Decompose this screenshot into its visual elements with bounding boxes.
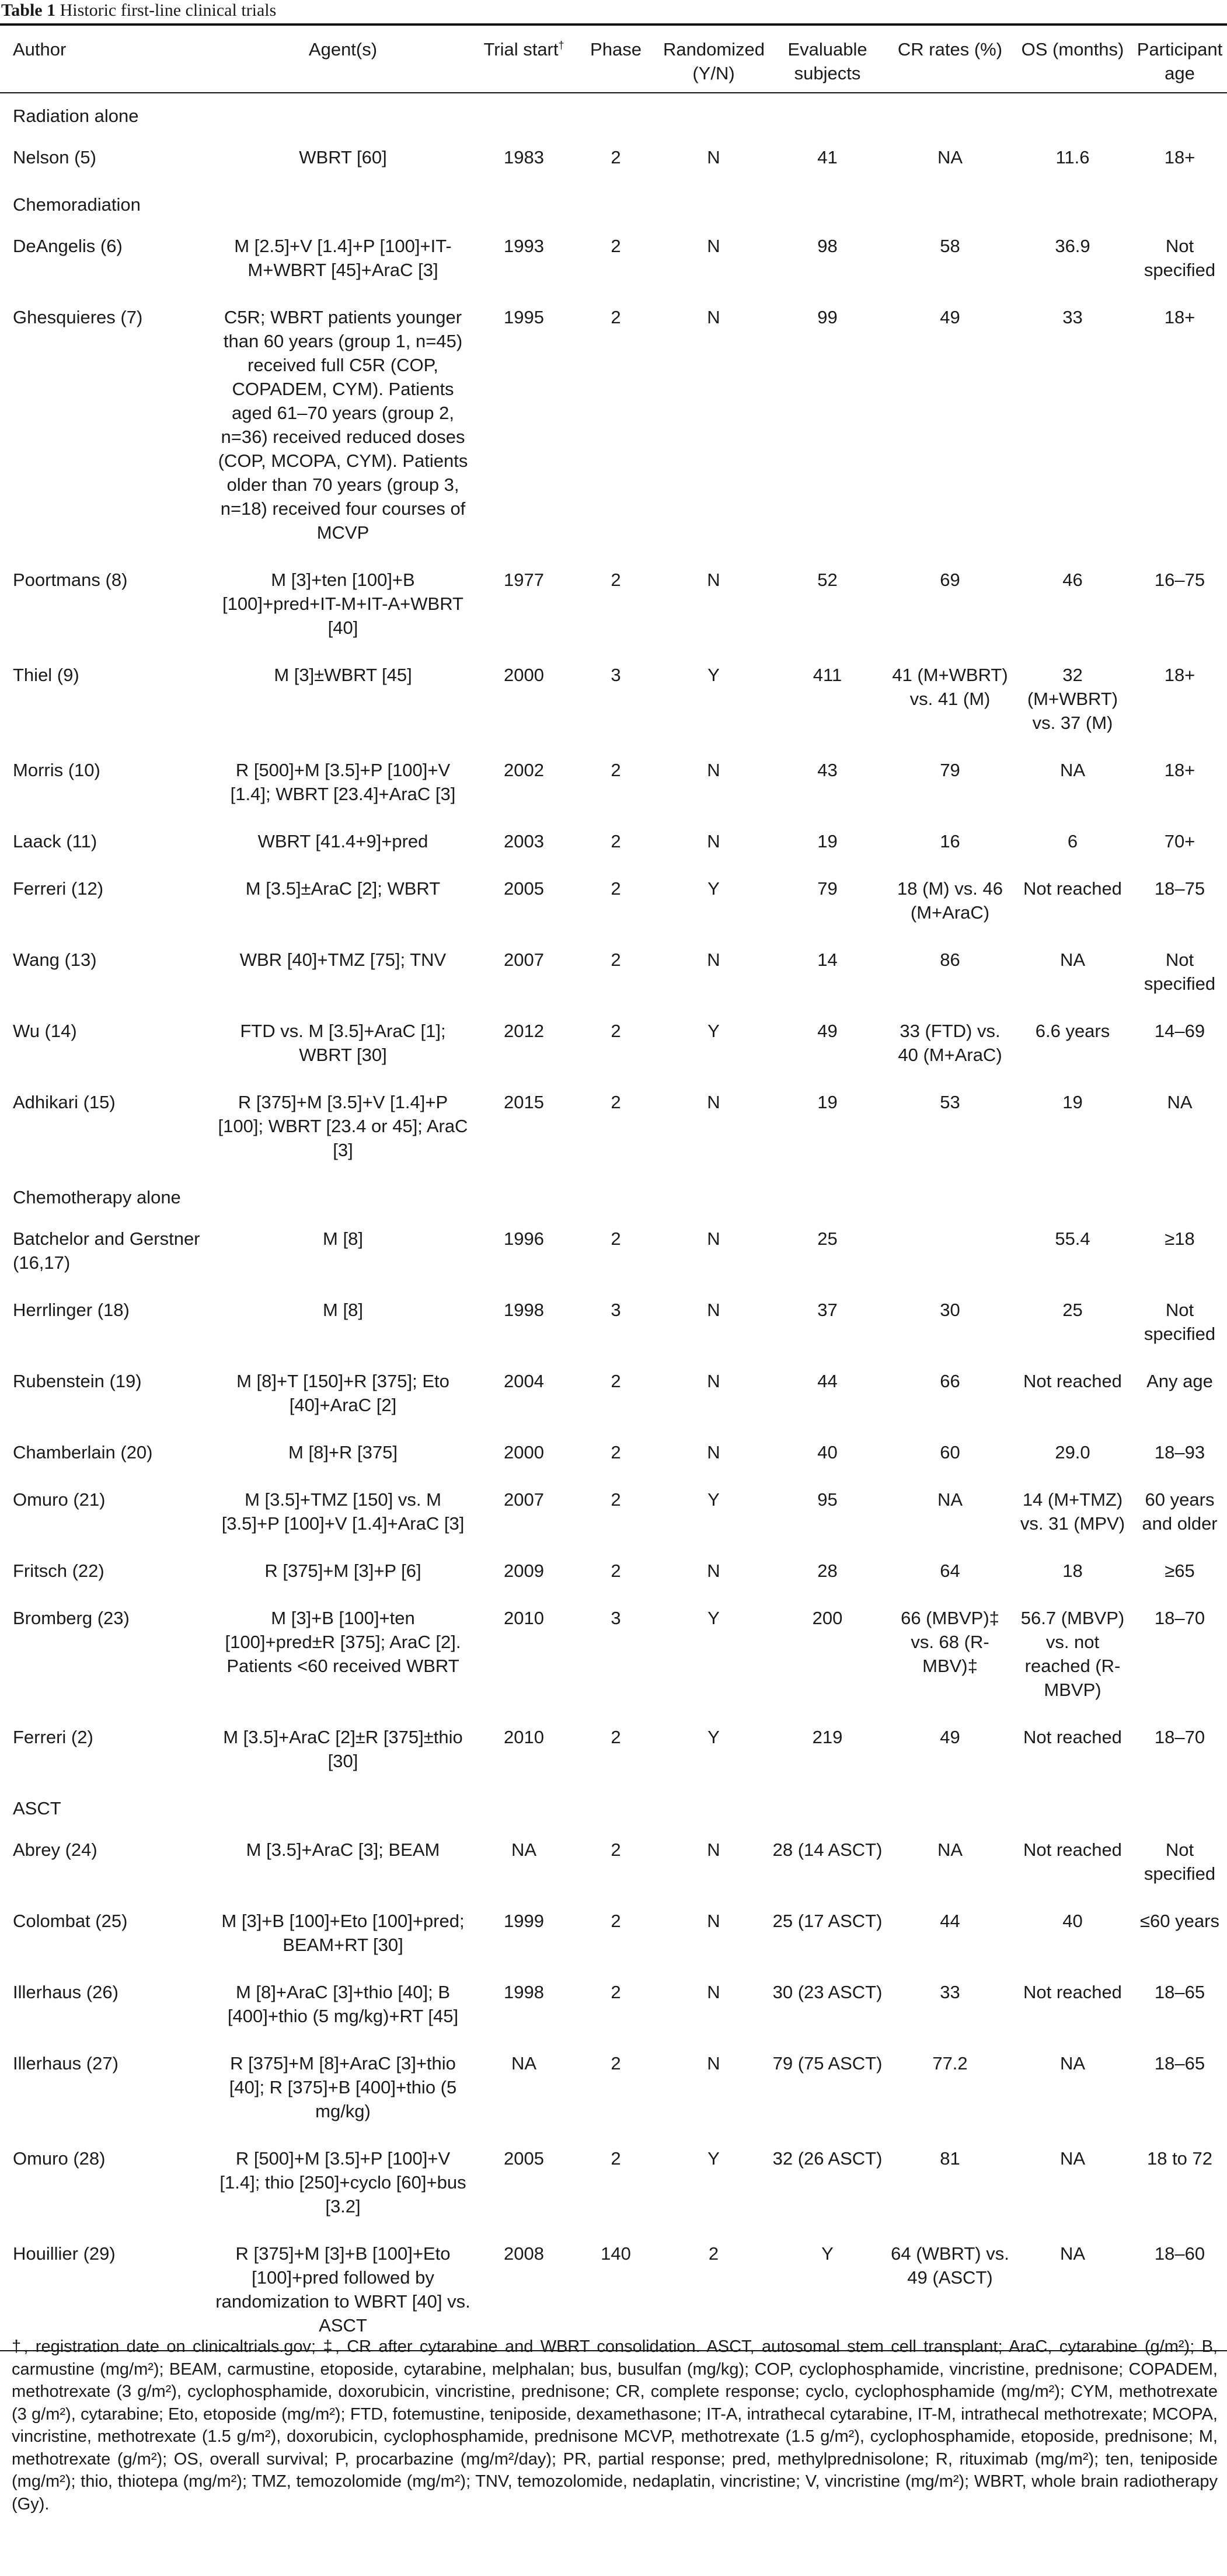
cell-os: 6.6 years bbox=[1035, 1021, 1110, 1041]
cell-trial-start: 1998 bbox=[504, 1300, 544, 1320]
cell-trial-start: 2000 bbox=[504, 665, 544, 685]
cell-age: 18–60 bbox=[1154, 2243, 1205, 2264]
cell-randomized: N bbox=[707, 2053, 720, 2074]
cell-age: 60 years and older bbox=[1142, 1489, 1218, 1534]
cell-os: NA bbox=[1059, 950, 1086, 970]
cell-age: 18+ bbox=[1164, 665, 1195, 685]
cell-author: Wang (13) bbox=[13, 950, 97, 970]
cell-age: 18–70 bbox=[1154, 1727, 1205, 1747]
cell-author: Abrey (24) bbox=[13, 1839, 97, 1860]
cell-cr-rate: NA bbox=[937, 1489, 963, 1510]
cell-evaluable: 200 bbox=[812, 1608, 843, 1628]
cell-trial-start: 1993 bbox=[504, 236, 544, 256]
cell-randomized: N bbox=[707, 307, 720, 327]
cell-trial-start: 1983 bbox=[504, 147, 544, 167]
cell-trial-start: 1999 bbox=[504, 1911, 544, 1931]
cell-evaluable: 30 (23 ASCT) bbox=[772, 1982, 883, 2002]
cell-trial-start: 2005 bbox=[504, 878, 544, 899]
cell-phase: 140 bbox=[601, 2243, 631, 2264]
cell-evaluable: 28 (14 ASCT) bbox=[772, 1839, 883, 1860]
table-row bbox=[0, 1898, 1227, 1970]
cell-trial-start: 2010 bbox=[504, 1727, 544, 1747]
cell-phase: 2 bbox=[611, 1371, 621, 1391]
header-author: Author bbox=[13, 39, 67, 60]
table-row bbox=[0, 1715, 1227, 1786]
cell-author: Morris (10) bbox=[13, 760, 100, 780]
cell-randomized: N bbox=[707, 831, 720, 851]
cell-os: Not reached bbox=[1023, 1727, 1122, 1747]
cell-trial-start: 1977 bbox=[504, 570, 544, 590]
cell-os: 6 bbox=[1067, 831, 1078, 851]
cell-author: Laack (11) bbox=[13, 831, 97, 851]
cell-phase: 2 bbox=[611, 1839, 621, 1860]
cell-os: Not reached bbox=[1023, 878, 1122, 899]
cell-phase: 2 bbox=[611, 1092, 621, 1112]
cell-phase: 2 bbox=[611, 1228, 621, 1249]
cell-os: 32 (M+WBRT) vs. 37 (M) bbox=[1027, 665, 1118, 733]
cell-trial-start: 1996 bbox=[504, 1228, 544, 1249]
cell-age: 18–70 bbox=[1154, 1608, 1205, 1628]
cell-evaluable: Y bbox=[821, 2243, 834, 2264]
cell-os: 29.0 bbox=[1055, 1442, 1090, 1462]
cell-randomized: N bbox=[707, 1228, 720, 1249]
cell-randomized: Y bbox=[707, 1727, 720, 1747]
cell-author: Fritsch (22) bbox=[13, 1561, 104, 1581]
cell-evaluable: 40 bbox=[817, 1442, 838, 1462]
table-row bbox=[0, 557, 1227, 652]
cell-randomized: N bbox=[707, 1911, 720, 1931]
cell-randomized: N bbox=[707, 1561, 720, 1581]
cell-evaluable: 19 bbox=[817, 1092, 838, 1112]
table-title: Historic first-line clinical trials bbox=[60, 1, 277, 20]
cell-phase: 3 bbox=[611, 665, 621, 685]
cell-cr-rate: 18 (M) vs. 46 (M+AraC) bbox=[897, 878, 1003, 923]
dagger-mark: † bbox=[558, 39, 564, 51]
cell-agents: M [8]+T [150]+R [375]; Eto [40]+AraC [2] bbox=[236, 1371, 449, 1415]
cell-author: Omuro (28) bbox=[13, 2148, 106, 2169]
cell-os: Not reached bbox=[1023, 1839, 1122, 1860]
cell-author: DeAngelis (6) bbox=[13, 236, 123, 256]
cell-os: 19 bbox=[1062, 1092, 1083, 1112]
table-row bbox=[0, 748, 1227, 819]
header-trial-start-label: Trial start bbox=[483, 39, 559, 60]
cell-author: Nelson (5) bbox=[13, 147, 96, 167]
cell-age: Any age bbox=[1146, 1371, 1213, 1391]
cell-randomized: Y bbox=[707, 1021, 720, 1041]
cell-evaluable: 79 bbox=[817, 878, 838, 899]
table-row bbox=[0, 1287, 1227, 1359]
header-trial-start bbox=[476, 25, 572, 93]
cell-randomized: N bbox=[707, 1442, 720, 1462]
cell-age: 18 to 72 bbox=[1146, 2148, 1213, 2169]
cell-evaluable: 25 (17 ASCT) bbox=[772, 1911, 883, 1931]
table-row bbox=[0, 1548, 1227, 1596]
cell-phase: 2 bbox=[611, 1442, 621, 1462]
cell-cr-rate: 66 bbox=[940, 1371, 960, 1391]
cell-randomized: Y bbox=[707, 878, 720, 899]
cell-cr-rate: 33 bbox=[940, 1982, 960, 2002]
cell-author: Ghesquieres (7) bbox=[13, 307, 143, 327]
cell-age: 18+ bbox=[1164, 760, 1195, 780]
cell-age: 18–75 bbox=[1154, 878, 1205, 899]
cell-os: 40 bbox=[1062, 1911, 1083, 1931]
cell-cr-rate: 41 (M+WBRT) vs. 41 (M) bbox=[892, 665, 1008, 709]
cell-cr-rate: 58 bbox=[940, 236, 960, 256]
cell-randomized: N bbox=[707, 1092, 720, 1112]
cell-trial-start: NA bbox=[511, 1839, 537, 1860]
cell-age: Not specified bbox=[1144, 1839, 1216, 1884]
cell-cr-rate: 53 bbox=[940, 1092, 960, 1112]
cell-randomized: N bbox=[707, 950, 720, 970]
cell-age: 18–65 bbox=[1154, 1982, 1205, 2002]
cell-age: ≤60 years bbox=[1140, 1911, 1219, 1931]
cell-trial-start: 2004 bbox=[504, 1371, 544, 1391]
cell-cr-rate: 66 (MBVP)‡ vs. 68 (R-MBV)‡ bbox=[901, 1608, 999, 1676]
cell-agents: M [2.5]+V [1.4]+P [100]+IT-M+WBRT [45]+AraC [3] bbox=[234, 236, 452, 280]
table-label: Table 1 bbox=[1, 1, 56, 20]
cell-cr-rate: 30 bbox=[940, 1300, 960, 1320]
table-row bbox=[0, 1477, 1227, 1548]
cell-phase: 2 bbox=[611, 760, 621, 780]
cell-age: ≥18 bbox=[1165, 1228, 1195, 1249]
cell-agents: R [375]+M [8]+AraC [3]+thio [40]; R [375]+B [400]+thio (5 mg/kg) bbox=[229, 2053, 457, 2121]
cell-evaluable: 37 bbox=[817, 1300, 838, 1320]
cell-evaluable: 219 bbox=[812, 1727, 843, 1747]
cell-age: ≥65 bbox=[1165, 1561, 1195, 1581]
cell-author: Omuro (21) bbox=[13, 1489, 106, 1510]
cell-phase: 2 bbox=[611, 1561, 621, 1581]
table-row bbox=[0, 1827, 1227, 1898]
cell-evaluable: 25 bbox=[817, 1228, 838, 1249]
cell-age: 18–93 bbox=[1154, 1442, 1205, 1462]
cell-cr-rate: 77.2 bbox=[932, 2053, 968, 2074]
cell-evaluable: 98 bbox=[817, 236, 838, 256]
cell-agents: M [3.5]+AraC [3]; BEAM bbox=[246, 1839, 440, 1860]
cell-cr-rate: 33 (FTD) vs. 40 (M+AraC) bbox=[898, 1021, 1002, 1065]
cell-author: Thiel (9) bbox=[13, 665, 79, 685]
cell-trial-start: 2000 bbox=[504, 1442, 544, 1462]
cell-cr-rate: 49 bbox=[940, 307, 960, 327]
cell-agents: WBRT [60] bbox=[299, 147, 387, 167]
cell-randomized: N bbox=[707, 1839, 720, 1860]
cell-author: Bromberg (23) bbox=[13, 1608, 130, 1628]
cell-trial-start: 2003 bbox=[504, 831, 544, 851]
cell-author: Poortmans (8) bbox=[13, 570, 128, 590]
cell-agents: WBR [40]+TMZ [75]; TNV bbox=[239, 950, 447, 970]
cell-phase: 2 bbox=[611, 831, 621, 851]
cell-randomized: N bbox=[707, 1300, 720, 1320]
section-row bbox=[0, 1786, 1227, 1827]
cell-agents: M [8] bbox=[323, 1228, 363, 1249]
cell-trial-start: 2005 bbox=[504, 2148, 544, 2169]
header-age: Participant age bbox=[1137, 39, 1223, 83]
cell-evaluable: 49 bbox=[817, 1021, 838, 1041]
cell-cr-rate: 79 bbox=[940, 760, 960, 780]
cell-phase: 2 bbox=[611, 1911, 621, 1931]
cell-phase: 3 bbox=[611, 1608, 621, 1628]
header-agents: Agent(s) bbox=[308, 39, 378, 60]
table-row bbox=[0, 1216, 1227, 1287]
cell-cr-rate bbox=[887, 1216, 1013, 1287]
cell-cr-rate: 64 bbox=[940, 1561, 960, 1581]
cell-cr-rate: NA bbox=[937, 1839, 963, 1860]
cell-age: 18+ bbox=[1164, 307, 1195, 327]
cell-agents: C5R; WBRT patients younger than 60 years (group 1, n=45) received full C5R (COP, COPADEM, CYM). Patients aged 61–70 years (group 2, n=36) received reduced doses (COP, MCOPA, CYM). Patients older than 70 years (group 3, n=18) received four courses of MCVP bbox=[218, 307, 468, 543]
cell-os: 56.7 (MBVP) vs. not reached (R-MBVP) bbox=[1020, 1608, 1125, 1700]
header-randomized: Randomized (Y/N) bbox=[663, 39, 765, 83]
cell-author: Batchelor and Gerstner (16,17) bbox=[13, 1228, 200, 1273]
table-row bbox=[0, 1008, 1227, 1080]
cell-randomized: Y bbox=[707, 665, 720, 685]
cell-agents: R [375]+M [3]+P [6] bbox=[264, 1561, 421, 1581]
cell-os: NA bbox=[1059, 2148, 1086, 2169]
cell-author: Wu (14) bbox=[13, 1021, 77, 1041]
cell-os: 36.9 bbox=[1055, 236, 1090, 256]
cell-trial-start: 2012 bbox=[504, 1021, 544, 1041]
cell-randomized: 2 bbox=[708, 2243, 719, 2264]
cell-agents: M [3.5]+TMZ [150] vs. M [3.5]+P [100]+V [1.4]+AraC [3] bbox=[221, 1489, 465, 1534]
table-row bbox=[0, 937, 1227, 1008]
cell-author: Chamberlain (20) bbox=[13, 1442, 153, 1462]
cell-author: Ferreri (12) bbox=[13, 878, 104, 899]
cell-os: 11.6 bbox=[1055, 147, 1090, 167]
cell-randomized: N bbox=[707, 236, 720, 256]
cell-phase: 2 bbox=[611, 1727, 621, 1747]
cell-cr-rate: 64 (WBRT) vs. 49 (ASCT) bbox=[891, 2243, 1009, 2288]
cell-author: Houillier (29) bbox=[13, 2243, 116, 2264]
table-row bbox=[0, 2231, 1227, 2351]
cell-randomized: Y bbox=[707, 2148, 720, 2169]
cell-trial-start: 2010 bbox=[504, 1608, 544, 1628]
table-row bbox=[0, 1596, 1227, 1715]
cell-os: Not reached bbox=[1023, 1982, 1122, 2002]
table-row bbox=[0, 1080, 1227, 1175]
section-title: Chemoradiation bbox=[13, 194, 141, 215]
cell-phase: 2 bbox=[611, 1489, 621, 1510]
cell-trial-start: 2008 bbox=[504, 2243, 544, 2264]
cell-randomized: N bbox=[707, 1371, 720, 1391]
header-row bbox=[0, 25, 1227, 93]
section-row bbox=[0, 1175, 1227, 1216]
cell-os: 14 (M+TMZ) vs. 31 (MPV) bbox=[1020, 1489, 1125, 1534]
cell-trial-start: 2009 bbox=[504, 1561, 544, 1581]
header-os: OS (months) bbox=[1021, 39, 1124, 60]
cell-author: Illerhaus (27) bbox=[13, 2053, 118, 2074]
cell-agents: M [3]±WBRT [45] bbox=[274, 665, 412, 685]
cell-os: 33 bbox=[1062, 307, 1083, 327]
cell-phase: 2 bbox=[611, 2053, 621, 2074]
cell-phase: 3 bbox=[611, 1300, 621, 1320]
table-container bbox=[0, 23, 1227, 2351]
cell-evaluable: 99 bbox=[817, 307, 838, 327]
cell-evaluable: 43 bbox=[817, 760, 838, 780]
cell-randomized: Y bbox=[707, 1489, 720, 1510]
cell-cr-rate: 60 bbox=[940, 1442, 960, 1462]
table-row bbox=[0, 819, 1227, 866]
cell-evaluable: 95 bbox=[817, 1489, 838, 1510]
cell-trial-start: 2002 bbox=[504, 760, 544, 780]
cell-agents: M [8] bbox=[323, 1300, 363, 1320]
cell-trial-start: 1995 bbox=[504, 307, 544, 327]
cell-cr-rate: 81 bbox=[940, 2148, 960, 2169]
cell-author: Rubenstein (19) bbox=[13, 1371, 142, 1391]
cell-agents: R [375]+M [3]+B [100]+Eto [100]+pred followed by randomization to WBRT [40] vs. ASCT bbox=[215, 2243, 470, 2336]
cell-agents: M [3.5]±AraC [2]; WBRT bbox=[245, 878, 441, 899]
cell-age: 18–65 bbox=[1154, 2053, 1205, 2074]
cell-agents: M [3.5]+AraC [2]±R [375]±thio [30] bbox=[223, 1727, 463, 1771]
cell-trial-start: 1998 bbox=[504, 1982, 544, 2002]
table-footnote: †, registration date on clinicaltrials.gov; ‡, CR after cytarabine and WBRT consolidation. ASCT, autosomal stem cell transplant; AraC, cytarabine (g/m²); B, carmustine (mg/m²); BEAM, carmustine, etoposide, cytarabine, melphalan; bus, busulfan (mg/kg); COP, cyclophosphamide, vincristine, prednisone; COPADEM, methotrexate (3 g/m²), cyclophosphamide, doxorubicin, vincristine, prednisone; CR, complete response; cyclo, cyclophosphamide (mg/m²); CYM, methotrexate (3 g/m²), cytarabine; Eto, etoposide (mg/m²); FTD, fotemustine, teniposide, dexamethasone; IT-A, intrathecal cytarabine, IT-M, intrathecal methotrexate; MCOPA, vincristine, methotrexate (1.5 g/m²), doxorubicin, cyclophosphamide, prednisone MCVP, methotrexate (1.5 g/m²), cyclophosphamide, etoposide, prednisone; M, methotrexate (g/m²); OS, overall survival; P, procarbazine (mg/m²/day); PR, partial response; pred, methylprednisolone; R, rituximab (mg/m²); ten, teniposide (mg/m²); thio, thiotepa (mg/m²); TMZ, temozolomide (mg/m²); TNV, temozolomide, nedaplatin, vincristine; V, vincristine (mg/m²); WBRT, whole brain radiotherapy (Gy). bbox=[12, 2337, 1218, 2514]
cell-phase: 2 bbox=[611, 570, 621, 590]
cell-os: Not reached bbox=[1023, 1371, 1122, 1391]
table-caption bbox=[1, 0, 276, 21]
cell-phase: 2 bbox=[611, 236, 621, 256]
cell-author: Colombat (25) bbox=[13, 1911, 128, 1931]
table-row bbox=[0, 224, 1227, 295]
table-row bbox=[0, 1359, 1227, 1430]
cell-phase: 2 bbox=[611, 147, 621, 167]
cell-os: NA bbox=[1059, 760, 1086, 780]
cell-age: 16–75 bbox=[1154, 570, 1205, 590]
section-title: Chemotherapy alone bbox=[13, 1187, 181, 1207]
cell-os: 55.4 bbox=[1055, 1228, 1090, 1249]
table-row bbox=[0, 866, 1227, 937]
cell-agents: M [3]+B [100]+Eto [100]+pred; BEAM+RT [30] bbox=[221, 1911, 465, 1955]
cell-age: 70+ bbox=[1164, 831, 1195, 851]
cell-agents: R [500]+M [3.5]+P [100]+V [1.4]; thio [250]+cyclo [60]+bus [3.2] bbox=[219, 2148, 466, 2217]
cell-cr-rate: NA bbox=[937, 147, 963, 167]
cell-evaluable: 52 bbox=[817, 570, 838, 590]
cell-randomized: N bbox=[707, 570, 720, 590]
section-row bbox=[0, 182, 1227, 224]
cell-agents: R [375]+M [3.5]+V [1.4]+P [100]; WBRT [23.4 or 45]; AraC [3] bbox=[218, 1092, 468, 1160]
cell-os: NA bbox=[1059, 2243, 1086, 2264]
clinical-trials-table bbox=[0, 23, 1227, 2351]
cell-agents: WBRT [41.4+9]+pred bbox=[257, 831, 428, 851]
cell-evaluable: 411 bbox=[813, 665, 842, 685]
cell-agents: M [8]+R [375] bbox=[288, 1442, 398, 1462]
section-row bbox=[0, 93, 1227, 135]
cell-agents: M [8]+AraC [3]+thio [40]; B [400]+thio (5 mg/kg)+RT [45] bbox=[227, 1982, 459, 2026]
cell-cr-rate: 86 bbox=[940, 950, 960, 970]
cell-evaluable: 79 (75 ASCT) bbox=[772, 2053, 883, 2074]
cell-age: 18+ bbox=[1164, 147, 1195, 167]
cell-os: 25 bbox=[1062, 1300, 1083, 1320]
cell-age: Not specified bbox=[1144, 1300, 1216, 1344]
cell-randomized: N bbox=[707, 1982, 720, 2002]
cell-agents: M [3]+ten [100]+B [100]+pred+IT-M+IT-A+WBRT [40] bbox=[222, 570, 463, 638]
cell-randomized: N bbox=[707, 760, 720, 780]
cell-phase: 2 bbox=[611, 307, 621, 327]
cell-cr-rate: 49 bbox=[940, 1727, 960, 1747]
table-row bbox=[0, 2136, 1227, 2231]
cell-author: Adhikari (15) bbox=[13, 1092, 116, 1112]
cell-randomized: N bbox=[707, 147, 720, 167]
table-row bbox=[0, 1970, 1227, 2041]
table-row bbox=[0, 652, 1227, 748]
section-title: ASCT bbox=[13, 1798, 61, 1818]
cell-phase: 2 bbox=[611, 878, 621, 899]
table-row bbox=[0, 2041, 1227, 2136]
cell-author: Herrlinger (18) bbox=[13, 1300, 130, 1320]
cell-evaluable: 41 bbox=[817, 147, 838, 167]
cell-age: Not specified bbox=[1144, 950, 1216, 994]
cell-trial-start: 2007 bbox=[504, 950, 544, 970]
cell-agents: R [500]+M [3.5]+P [100]+V [1.4]; WBRT [23.4]+AraC [3] bbox=[230, 760, 456, 804]
cell-phase: 2 bbox=[611, 950, 621, 970]
cell-os: 46 bbox=[1062, 570, 1083, 590]
cell-age: Not specified bbox=[1144, 236, 1216, 280]
cell-cr-rate: 69 bbox=[940, 570, 960, 590]
cell-author: Illerhaus (26) bbox=[13, 1982, 118, 2002]
cell-phase: 2 bbox=[611, 1021, 621, 1041]
cell-evaluable: 14 bbox=[817, 950, 838, 970]
cell-evaluable: 32 (26 ASCT) bbox=[772, 2148, 883, 2169]
cell-trial-start: NA bbox=[511, 2053, 537, 2074]
cell-evaluable: 28 bbox=[817, 1561, 838, 1581]
cell-agents: FTD vs. M [3.5]+AraC [1]; WBRT [30] bbox=[240, 1021, 446, 1065]
table-row bbox=[0, 295, 1227, 557]
header-evaluable: Evaluable subjects bbox=[787, 39, 867, 83]
cell-os: NA bbox=[1059, 2053, 1086, 2074]
table-body bbox=[0, 93, 1227, 2351]
header-phase: Phase bbox=[590, 39, 642, 60]
cell-trial-start: 2015 bbox=[504, 1092, 544, 1112]
cell-phase: 2 bbox=[611, 1982, 621, 2002]
cell-evaluable: 19 bbox=[817, 831, 838, 851]
cell-trial-start: 2007 bbox=[504, 1489, 544, 1510]
cell-phase: 2 bbox=[611, 2148, 621, 2169]
cell-agents: M [3]+B [100]+ten [100]+pred±R [375]; AraC [2]. Patients <60 received WBRT bbox=[225, 1608, 461, 1676]
cell-cr-rate: 16 bbox=[940, 831, 960, 851]
table-row bbox=[0, 135, 1227, 182]
cell-age: 14–69 bbox=[1154, 1021, 1205, 1041]
cell-age: NA bbox=[1167, 1092, 1193, 1112]
cell-author: Ferreri (2) bbox=[13, 1727, 93, 1747]
cell-os: 18 bbox=[1062, 1561, 1083, 1581]
cell-randomized: Y bbox=[707, 1608, 720, 1628]
cell-cr-rate: 44 bbox=[940, 1911, 960, 1931]
section-title: Radiation alone bbox=[13, 106, 139, 126]
cell-evaluable: 44 bbox=[817, 1371, 838, 1391]
table-row bbox=[0, 1430, 1227, 1477]
header-cr-rates: CR rates (%) bbox=[897, 39, 1003, 60]
